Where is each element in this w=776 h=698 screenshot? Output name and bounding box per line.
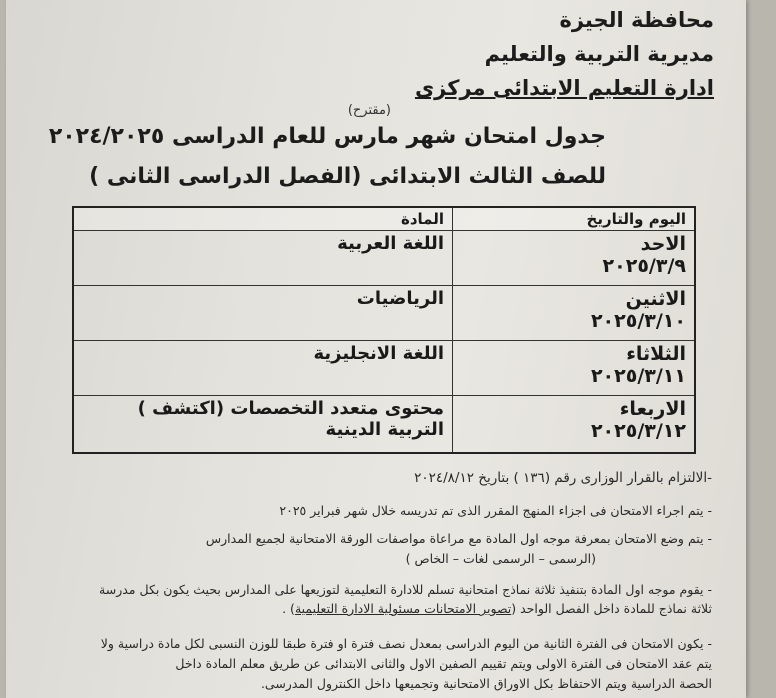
exam-date: ٢٠٢٥/٣/١٢: [590, 420, 686, 442]
suggested-note: (مقترح): [347, 103, 391, 118]
note-exam-models-2: [282, 601, 712, 616]
subject-cell: [73, 231, 453, 286]
day-cell: [453, 396, 696, 454]
subject-name: اللغة الانجليزية: [313, 343, 444, 364]
directorate-name: مديرية التربية والتعليم: [484, 42, 714, 66]
table-row: [73, 231, 695, 286]
schedule-title: جدول امتحان شهر مارس للعام الدراسى ٢٠٢٤/٢٠٢٥: [48, 124, 606, 149]
day-name: الاثنين: [625, 288, 686, 310]
note-models-text: ثلاثة نماذج للمادة داخل الفصل الواحد (: [511, 601, 712, 616]
subject-name-2: التربية الدينية: [325, 419, 444, 440]
schedule-subtitle: للصف الثالث الابتدائى (الفصل الدراسى الثانى ): [89, 164, 606, 189]
table-row: [73, 396, 695, 454]
exam-date: ٢٠٢٥/٣/١١: [590, 365, 686, 387]
note-school-types: (الرسمى – الرسمى لغات – الخاص ): [405, 551, 596, 566]
governorate-name: محافظة الجيزة: [559, 8, 714, 32]
administration-name: ادارة التعليم الابتدائى مركزى: [414, 76, 714, 100]
day-cell: [453, 286, 696, 341]
subject-name: اللغة العربية: [337, 233, 444, 254]
day-name: الاحد: [640, 233, 686, 255]
day-name: الثلاثاء: [626, 343, 686, 365]
table-row: [73, 341, 695, 396]
subject-cell: [73, 286, 453, 341]
note-exam-period: - يكون الامتحان فى الفترة الثانية من اليوم الدراسى بمعدل نصف فترة او فترة طبقا للوزن النسبى لكل مادة دراسية ولا: [100, 636, 712, 651]
note-exam-period-2: يتم عقد الامتحان فى الفترة الاولى ويتم تقييم الصفين الاول والثانى الابتدائى عن طريق معلم المادة داخل: [175, 656, 712, 671]
note-printing-responsibility: تصوير الامتحانات مسئولية الادارة التعليمية: [294, 601, 512, 616]
note-exam-setting: - يتم وضع الامتحان بمعرفة موجه اول المادة مع مراعاة مواصفات الورقة الامتحانية لجميع المدارس: [205, 531, 712, 546]
subject-cell: [73, 396, 453, 454]
note-exam-models: - يقوم موجه اول المادة بتنفيذ ثلاثة نماذج امتحانية تسلم للادارة التعليمية لتوزيعها على المدارس بحيث يكون بكل مدرسة: [99, 582, 712, 597]
note-models-end: ) .: [282, 601, 295, 616]
document-page: [6, 0, 746, 698]
column-header-day: اليوم والتاريخ: [453, 207, 696, 231]
note-decision: -الالتزام بالقرار الوزارى رقم (١٣٦ ) بتاريخ ٢٠٢٤/٨/١٢: [414, 470, 712, 486]
day-cell: [453, 231, 696, 286]
column-header-subject: المادة: [73, 207, 453, 231]
subject-cell: [73, 341, 453, 396]
day-cell: [453, 341, 696, 396]
exam-date: ٢٠٢٥/٣/١٠: [590, 310, 686, 332]
table-header-row: [73, 207, 695, 231]
note-curriculum: - يتم اجراء الامتحان فى اجزاء المنهج المقرر الذى تم تدريسه خلال شهر فبراير ٢٠٢٥: [279, 503, 712, 518]
note-exam-period-3: الحصة الدراسية ويتم الاحتفاظ بكل الاوراق الامتحانية وتجميعها داخل الكنترول المدرسى.: [260, 676, 712, 691]
exam-schedule-table: [72, 206, 696, 454]
subject-name: محتوى متعدد التخصصات (اكتشف ): [137, 398, 444, 419]
day-name: الاربعاء: [619, 398, 686, 420]
table-row: [73, 286, 695, 341]
exam-date: ٢٠٢٥/٣/٩: [602, 255, 686, 277]
subject-name: الرياضيات: [356, 288, 444, 309]
